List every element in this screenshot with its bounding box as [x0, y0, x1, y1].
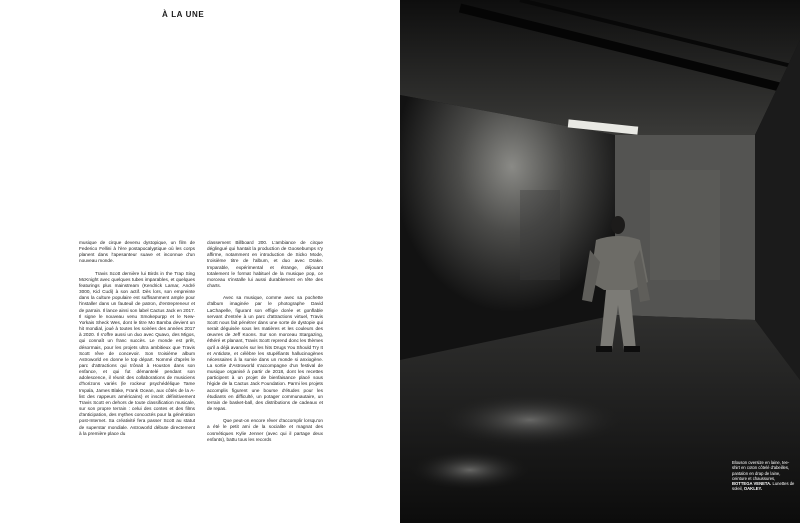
section-label: À LA UNE [162, 10, 205, 19]
paragraph: classement Billboard 200. L'ambiance de cirque déglingué qui hantait la production de Goosebumps s'y affirme, notamment en introduction de Sicko Mode, troisième titre de l'album, et duo avec Drake. Imparable, expérimental et étrange, déjouant totalement le format habituel de la musique pop, ce morceau s'installe lui aussi durablement en tête des charts. [207, 240, 323, 289]
paragraph: musique de cirque devenu dystopique, un film de Federico Fellini à l'ère postapocalyptique où les corps planent dans l'apesanteur suave et inconnue d'un nouveau monde. [79, 240, 195, 264]
portrait-photo [400, 0, 800, 523]
paragraph: Travis Scott dernière lui Birds in the Trap Sing McKnight avec quelques tubes imparables, et quelques featurings plus mainstream (Kendrick Lamar, André 3000, Kid Cudi) à son actif. Dès lors, son empreinte dans la culture populaire est suffisamment ample pour l'installer dans un fauteuil de patron, d'entrepreneur et de parrain. Il lance ainsi son label Cactus Jack en 2017. Il signe le nouveau venu Smokepurpp et le New-Yorkais Sheck Wes, dont le titre Mo Bamba devient un hit mondial, joué à toutes les soirées des années 2017 à 2020. Il s'offre aussi un duo avec Quavo, des Migos, qui connaît un franc succès. Le monde est prêt, désormais, pour les projets ultra ambitieux que Travis Scott rêve de concevoir. Son troisième album Astroworld en donne le top départ. Nommé d'après le parc d'attractions qui trônait à Houston dans son enfance, et qui fut démantelé pendant son adolescence, il réunit des collaborations de musiciens d'horizons variés (le rockeur psychédélique Tame Impala, James Blake, Frank Ocean, aux côtés de la A-list des rappeurs américains) et inscrit définitivement Travis Scott en dehors de toute classification musicale, sur son propre terrain : celui des contes et des films d'anticipation, des mythes concoctés pour la génération post-Internet. Sa créativité fera passer Scott au statut de superstar mondiale. Astroworld débute directement à la première place du [79, 270, 195, 436]
caption-brand: BOTTEGA VENETA. [732, 481, 772, 487]
caption-text: Blouson oversize en laine, tee-shirt en coton côtelé d'abeilles, pantalon en drap de laine, ceinture et chaussures, [732, 460, 790, 481]
text-column-2 [207, 240, 323, 449]
caption-text: Lunettes de soleil, [732, 481, 795, 492]
photo-caption [732, 460, 796, 492]
paragraph: Avec sa musique, comme avec sa pochette d'album imaginée par le photographe David LaChapelle, figurant son effigie dorée et gonflable servant d'entrée à un parc d'attractions virtuel, Travis Scott nous fait pénétrer dans une sorte de dystopie qui serait déguisée sous les matières et les couleurs des œuvres de Jeff Koons. Sur son morceau Stargazing, éthéré et planant, Travis Scott reprend donc les thèmes qu'il a déjà avancés sur les hits Drugs You Should Try It et Antidote, et célèbre les stupéfiants hallucinogènes nécessaires à la survie dans un monde si anxiogène. La sortie d'Astroworld s'accompagne d'un festival de musique organisé à partir de 2018, dont les recettes participent à un projet de bienfaisance placé sous l'égide de la Cactus Jack Foundation. Parmi les projets accomplis figurent une bourse d'études pour les étudiants en difficulté, un potager communautaire, un terrain de basket-ball, des distributions de cadeaux et de repas. [207, 295, 323, 412]
text-column-1 [79, 240, 195, 443]
paragraph: Que peut-on encore rêver d'accomplir lorsqu'on a été le petit ami de la socialite et magnat des cosmétiques Kylie Jenner (avec qui il partage deux enfants), battu tous les records [207, 418, 323, 442]
caption-brand: OAKLEY. [743, 486, 763, 492]
